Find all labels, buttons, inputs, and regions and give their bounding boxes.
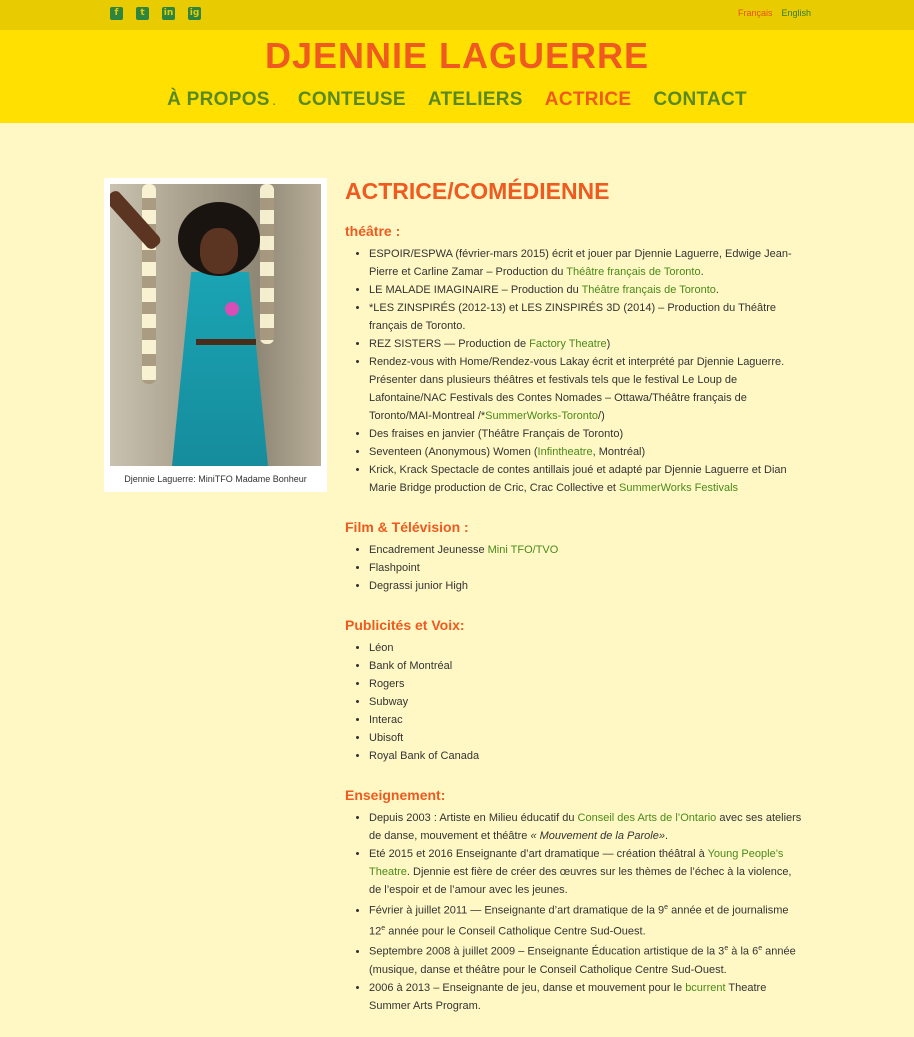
item-text: Encadrement Jeunesse (369, 544, 488, 556)
nav-apropos-dot: . (272, 97, 276, 108)
mirror-bulbs-right (260, 184, 274, 344)
list-item (369, 281, 805, 299)
item-text: année et de journalisme 12 (369, 904, 789, 938)
list-item (369, 335, 805, 353)
item-text: . (700, 266, 704, 278)
item-text: REZ SISTERS — Production de (369, 338, 530, 350)
language-switcher (738, 8, 811, 18)
section-film (345, 519, 805, 595)
nav-actrice[interactable]: ACTRICE (544, 89, 632, 110)
main-nav (0, 89, 914, 111)
link-conseil-arts-ontario[interactable]: Conseil des Arts de l’Ontario (577, 812, 717, 824)
mirror-bulbs-left (142, 184, 156, 384)
item-text: , Montréal) (592, 446, 646, 458)
section-heading: théâtre : (345, 223, 401, 239)
site-header (0, 30, 914, 123)
link-factory-theatre[interactable]: Factory Theatre (529, 338, 607, 350)
photo-belt (196, 339, 256, 345)
nav-ateliers[interactable]: ATELIERS (427, 89, 523, 110)
list-item (369, 541, 805, 559)
photo-card (104, 178, 327, 492)
superscript: e (381, 924, 386, 932)
instagram-icon[interactable]: ig (189, 8, 200, 18)
twitter-icon[interactable]: t (136, 7, 149, 20)
list-item (369, 245, 805, 281)
list-item: • Flashpoint (369, 559, 805, 577)
photo-caption: Djennie Laguerre: MiniTFO Madame Bonheur (124, 474, 307, 484)
lang-francais[interactable]: Français (737, 8, 773, 18)
list-item (369, 353, 805, 425)
actress-photo (110, 184, 321, 466)
list-item: • Léon (369, 639, 805, 657)
item-text: 2006 à 2013 – Enseignante de jeu, danse et mouvement pour le (369, 981, 686, 994)
link-theatre-francais[interactable]: Théâtre français de Toronto (581, 284, 716, 296)
item-text: Theatre Summer Arts Program. (369, 981, 767, 1012)
item-text: année (musique, danse et théâtre pour le Conseil Catholique Centre Sud-Ouest. (369, 945, 796, 976)
list-item (369, 461, 805, 497)
link-young-peoples-theatre[interactable]: Young People’s Theatre (369, 848, 784, 878)
page-title: ACTRICE/COMÉDIENNE (345, 178, 610, 204)
list-item: • Subway (369, 693, 805, 711)
superscript: e (758, 945, 763, 953)
section-publicites (345, 617, 805, 765)
section-heading: Enseignement: (345, 787, 446, 803)
photo-face (200, 228, 238, 274)
list-item (369, 845, 805, 899)
list-item: • Rogers (369, 675, 805, 693)
nav-apropos[interactable] (167, 89, 276, 111)
item-text: avec ses ateliers de danse, mouvement et théâtre (369, 812, 802, 842)
list-item: • Bank of Montréal (369, 657, 805, 675)
top-bar (0, 0, 914, 30)
item-text: . Djennie est fière de créer des œuvres sur les thèmes de l’échec à la violence, de l’espoir et de l’amour avec les jeunes. (369, 866, 792, 896)
item-text: Février à juillet 2011 — Enseignante d’art dramatique de la 9 (369, 904, 665, 917)
list-item (369, 443, 805, 461)
list-item: • Ubisoft (369, 729, 805, 747)
link-summerworks-festivals[interactable]: SummerWorks Festivals (619, 482, 739, 494)
item-text: LE MALADE IMAGINAIRE – Production du (369, 284, 582, 296)
item-text: Eté 2015 et 2016 Enseignante d’art dramatique — création théâtral à (369, 848, 708, 860)
nav-conteuse[interactable]: CONTEUSE (297, 89, 406, 110)
list-item: • Des fraises en janvier (Théâtre Français de Toronto) (369, 425, 805, 443)
item-text: . (664, 830, 669, 842)
nav-apropos-label: À PROPOS (167, 89, 270, 110)
link-theatre-francais[interactable]: Théâtre français de Toronto (566, 266, 701, 278)
item-text: . (715, 284, 719, 296)
section-theatre (345, 223, 805, 497)
facebook-icon[interactable]: f (110, 7, 123, 20)
superscript: e (724, 945, 729, 953)
section-heading: Film & Télévision : (345, 519, 469, 535)
lang-english[interactable]: English (781, 8, 811, 18)
section-heading: Publicités et Voix: (345, 617, 465, 633)
section-enseignement (345, 787, 805, 1015)
list-item (369, 940, 805, 979)
linkedin-icon[interactable]: in (163, 8, 174, 18)
item-text: ESPOIR/ESPWA (février-mars 2015) écrit et jouer par Djennie Laguerre, Edwige Jean-Pierre et Carline Zamar – Production du (369, 248, 792, 278)
list-item (369, 809, 805, 845)
list-item: • Interac (369, 711, 805, 729)
link-summerworks-toronto[interactable]: SummerWorks-Toronto (485, 410, 599, 422)
item-text: Krick, Krack Spectacle de contes antillais joué et adapté par Djennie Laguerre et Dian Marie Bridge production de Cric, Crac Collective et (369, 464, 787, 494)
list-item (369, 899, 805, 940)
list-item: • Degrassi junior High (369, 577, 805, 595)
item-emphasis: « Mouvement de la Parole» (530, 830, 665, 842)
item-text: année pour le Conseil Catholique Centre Sud-Ouest. (385, 925, 646, 938)
main-content (345, 178, 805, 1037)
item-text: Depuis 2003 : Artiste en Milieu éducatif du (369, 812, 578, 824)
list-item: • Royal Bank of Canada (369, 747, 805, 765)
item-text: Seventeen (Anonymous) Women ( (369, 446, 538, 458)
superscript: e (664, 904, 669, 911)
social-links (110, 7, 201, 20)
item-text: à la 6 (728, 945, 759, 958)
link-bcurrent[interactable]: bcurrent (685, 981, 726, 994)
item-text: Septembre 2008 à juillet 2009 – Enseignante Éducation artistique de la 3 (369, 945, 725, 958)
list-item (369, 979, 805, 1015)
list-item: • *LES ZINSPIRÉS (2012-13) et LES ZINSPIRÉS 3D (2014) – Production du Théâtre français de Toronto. (369, 299, 805, 335)
link-infintheatre[interactable]: Infintheatre (537, 446, 593, 458)
link-mini-tfo[interactable]: Mini TFO/TVO (487, 544, 559, 556)
nav-contact[interactable]: CONTACT (653, 89, 747, 110)
site-title[interactable]: DJENNIE LAGUERRE (264, 35, 650, 76)
photo-pendant (225, 302, 239, 316)
photo-dress (172, 272, 268, 466)
item-text: /) (598, 410, 605, 422)
item-text: Rendez-vous with Home/Rendez-vous Lakay écrit et interprété par Djennie Laguerre. Présenter dans plusieurs théâtres et festivals tels que le festival Le Loup de Lafontaine/NAC Festivals des Contes Nomades – Ottawa/Théâtre français de Toronto/MAI-Montreal /* (369, 356, 785, 422)
item-text: ) (606, 338, 611, 350)
